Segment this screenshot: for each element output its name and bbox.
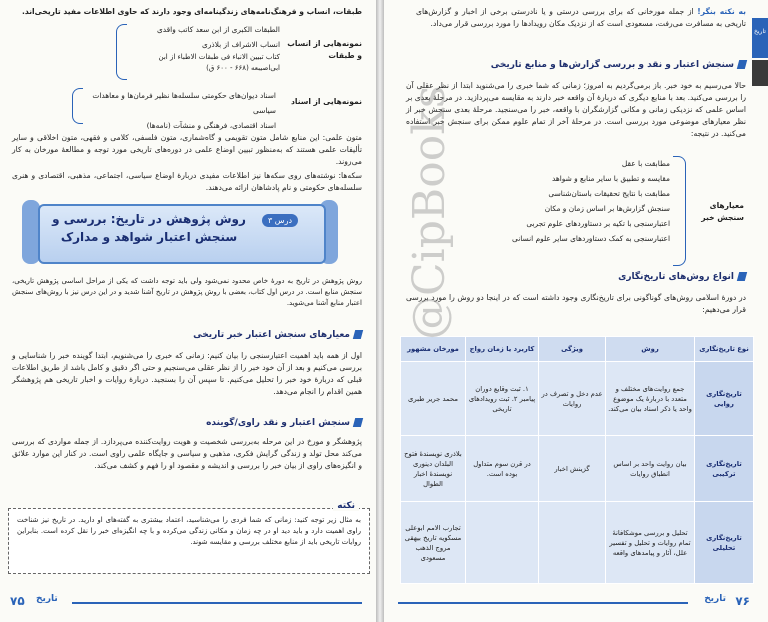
book-name: تاریخ	[704, 594, 726, 604]
note-text: به مثال زیر توجه کنید: زمانی که شما فردی را می‌شناسید، اعتماد بیشتری به گفته‌های او دارید. در تاریخ نیز شناخت راوی اهمیت دارد و باید دید او در چه زمان و مکانی زندگی می‌کرده و با چه انگیزه‌ای خبر را نقل کرده است. بنابراین روایات تاریخی باید از منابع مختلف بررسی و مقایسه شوند.	[17, 516, 361, 546]
table-header: نوع تاریخ‌نگاری	[695, 337, 754, 362]
group2-item: اسناد اقتصادی، فرهنگی و منشآت (نامه‌ها)	[146, 121, 276, 130]
heading-narrator: سنجش اعتبار و نقد راوی/گوینده	[206, 418, 362, 428]
edge-tab	[752, 18, 768, 58]
paragraph-texts: متون علمی: این منابع شامل متون تقویمی و گاه‌شماری، متون فلسفی، کلامی و فقهی، متون اخلاقی و سایر تألیفات علمی هستند که به‌منظور تبیین اوضاع علمی در دوره‌های تاریخی مورد توجه و مطالعهٔ مورخان به کار می‌روند.	[12, 133, 362, 166]
table-cell: محمد جریر طبری	[401, 362, 466, 436]
banner-title: روش پژوهش در تاریخ: بررسی و سنجش اعتبار شواهد و مدارک	[52, 212, 246, 244]
heading-bar-icon	[353, 418, 363, 427]
lesson-banner	[20, 200, 340, 264]
group1-label: نمونه‌هایی از انساب و طبقات	[287, 39, 362, 60]
table-cell: تاریخ‌نگاری روایی	[695, 362, 754, 436]
table-cell	[539, 502, 606, 584]
table-row	[401, 436, 754, 502]
table-header-row	[401, 337, 754, 362]
table-cell: ۱. ثبت وقایع دوران پیامبر ۲. ثبت رویدادهای تاریخی	[466, 362, 539, 436]
book-name: تاریخ	[36, 594, 58, 604]
table-cell: جمع روایت‌های مختلف و متعدد با دربارهٔ یک موضوع واحد یا ذکر اسناد بیان می‌کند.	[606, 362, 695, 436]
table-cell: در قرن سوم متداول بوده است.	[466, 436, 539, 502]
criteria-item: مطابقت با نتایج تحقیقات باستان‌شناسی	[548, 189, 670, 198]
heading-bar-icon	[353, 330, 363, 339]
tip-text: از جمله مورخانی که برای بررسی درستی و یا نادرستی برخی از اخبار و گزارش‌های تاریخی به مسافرت می‌رفت، مسعودی است که از نزدیک مکان رویدادها را مورد بررسی قرار می‌داد.	[416, 7, 746, 28]
table-cell: بیان روایت واحد بر اساس انطباق روایات	[606, 436, 695, 502]
group1-list	[130, 22, 280, 74]
group2-list	[86, 88, 276, 133]
intro-line: طبقات، انساب و فرهنگ‌نامه‌های زندگینامه‌ای وجود دارند که حاوی اطلاعات مفید تاریخی‌اند.	[21, 7, 362, 16]
heading-bar-icon	[737, 60, 747, 69]
table-header: ویژگی	[539, 337, 606, 362]
tip	[416, 6, 746, 30]
heading-bar-icon	[737, 272, 747, 281]
note-title: نکته	[333, 501, 359, 511]
paragraph-narrator: پژوهشگر و مورخ در این مرحله به‌بررسی شخصیت و هویت روایت‌کننده می‌پردازد. از جمله مواردی که بررسی می‌کند محل تولد و زندگی گرایش فکری، مذهبی و سیاسی و جایگاه علمی راوی است. در کنار این موارد علائق و انگیزه‌های راوی از بیان خبر را بررسی و اندیشه و مقصود او را فهم و کشف می‌کند.	[12, 437, 362, 470]
group1-brace	[116, 24, 127, 80]
footer-rule	[398, 602, 688, 604]
page-number: ۷۶	[735, 594, 750, 608]
table-cell: بلاذری نویسندهٔ فتوح البلدان دینوری نویسندهٔ اخبار الطوال	[401, 436, 466, 502]
heading-methods: انواع روش‌های تاریخ‌نگاری	[618, 272, 746, 282]
table-row	[401, 502, 754, 584]
edge-tab-dark	[752, 60, 768, 86]
book-gutter	[376, 0, 384, 622]
paragraph-coins: سکه‌ها: نوشته‌های روی سکه‌ها نیز اطلاعات مفیدی دربارهٔ اوضاع سیاسی، اجتماعی، مذهبی، اقتصادی و هنری سلسله‌های حکومتی و نام پادشاهان ارائه می‌دهند.	[12, 171, 362, 192]
group1-item: الطبقات الکبری از ابن سعد کاتب واقدی	[156, 25, 280, 34]
criteria-item: مقایسه و تطبیق با سایر منابع و شواهد	[551, 174, 670, 183]
group2-item: اسناد دیوان‌های حکومتی سلسله‌ها نظیر فرمان‌ها و معاهدات سیاسی	[92, 91, 276, 115]
paragraph-importance: اول از همه باید اهمیت اعتبارسنجی را بیان کنیم: زمانی که خبری را می‌شنویم، ابتدا گوینده خبر را شناسایی و بررسی می‌کنیم و بعد از آن خود خبر را از نظر عقلی می‌سنجیم و حتی اگر دقیق و کامل باشد از طریق اطلاعات قبلی که دربارهٔ خود خبر را تحلیل می‌کنیم. تا سپس آن را بسنجید. دربارهٔ روایات و اخبار تاریخی هم پژوهشگر همین اقدام را انجام می‌دهد.	[12, 351, 362, 396]
footer-rule	[72, 602, 362, 604]
table-row	[401, 362, 754, 436]
table-cell: تحلیل و بررسی موشکافانهٔ تمام روایات و تحلیل و تفسیر علل، آثار و پیامدهای واقعه	[606, 502, 695, 584]
group2-brace	[72, 88, 83, 124]
table-cell: تاریخ‌نگاری ترکیبی	[695, 436, 754, 502]
table-cell	[466, 502, 539, 584]
edge-label: تاریخ	[754, 28, 766, 35]
criteria-item: سنجش گزارش‌ها بر اساس زمان و مکان	[544, 204, 670, 213]
table-cell: عدم دخل و تصرف در روایات	[539, 362, 606, 436]
note-box	[8, 501, 370, 574]
group2-label: نمونه‌هایی از اسناد	[291, 97, 362, 106]
heading-criteria: معیارهای سنجش اعتبار خبر تاریخی	[193, 330, 362, 340]
right-footer	[398, 592, 758, 614]
criteria-label: معیارهای سنجش خبر	[701, 201, 744, 222]
group1-item: انساب الاشراف از بلاذری	[202, 40, 280, 49]
table-header: کاربرد یا زمان رواج	[466, 337, 539, 362]
criteria-list	[470, 156, 670, 246]
paragraph-intro: روش پژوهش در تاریخ به دورهٔ خاص محدود نمی‌شود ولی باید توجه داشت که یکی از مراحل اساسی پژوهش تاریخی، سنجش منابع است. در درس اول کتاب، بعضی با روش پژوهش در تاریخ آشنا شدید و در این درس نیز با روش‌های سنجش اعتبار منابع آشنا می‌شوید.	[12, 277, 362, 307]
criteria-item: اعتبارسنجی به کمک دستاوردهای سایر علوم انسانی	[512, 234, 670, 243]
criteria-item: مطابقت با عقل	[621, 159, 670, 168]
paragraph-methods: در دورهٔ اسلامی روش‌های گوناگونی برای تاریخ‌نگاری وجود داشته است که در اینجا دو روش را مورد بررسی قرار می‌دهیم:	[406, 293, 746, 314]
watermark: @CipBooks	[404, 85, 455, 340]
lesson-tag: درس ۳	[262, 214, 298, 227]
left-footer	[6, 592, 366, 614]
table-cell: تاریخ‌نگاری تحلیلی	[695, 502, 754, 584]
left-page	[0, 0, 376, 622]
paragraph-reports: حالا می‌رسیم به خود خبر. باز برمی‌گردیم به امروز؛ زمانی که شما خبری را می‌شنوید ابتدا از نظر عقلی آن را بررسی می‌کنید. بعد با منابع دیگری که دربارهٔ آن واقعه خبر دارند به مقایسه می‌پردازید. در مرحلهٔ بعدی بر اساس علمی که نزدیکی زمانی و مکانی گزارشگران با واقعه، خبر را می‌سنجید. مرحلهٔ بعدی سنجش خبر از نظر معیارهای موضوعی مورد بررسی است. در مرحلهٔ آخر از تمام علوم ممکن برای سنجش خبر استفاده می‌کنید. در نتیجه:	[406, 81, 746, 138]
page-number: ۷۵	[10, 594, 25, 608]
table-cell: تجارب الامم ابوعلی مسکویه تاریخ بیهقی مروج الذهب مسعودی	[401, 502, 466, 584]
methods-table	[400, 336, 754, 584]
table-cell: گزینش اخبار	[539, 436, 606, 502]
heading-reports: سنجش اعتبار و نقد و بررسی گزارش‌ها و منابع تاریخی	[491, 60, 746, 70]
group1-item: کتاب تبیین الانباء فی طبقات الاطباء از ابن ابی‌اصیبعه (۶۶۸ - ۶۰۰ ق)	[158, 53, 280, 72]
table-header: مورخان مشهور	[401, 337, 466, 362]
criteria-item: اعتبارسنجی با تکیه بر دستاوردهای علوم تجربی	[526, 219, 670, 228]
table-header: روش	[606, 337, 695, 362]
tip-label: به نکته بنگر!	[697, 7, 746, 16]
